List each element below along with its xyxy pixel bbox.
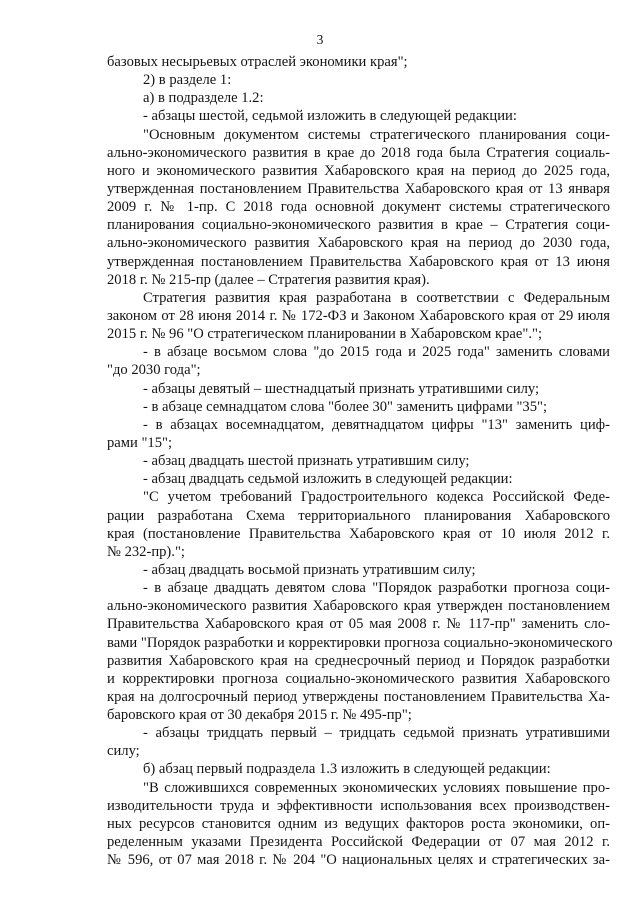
text-line: вами "Порядок разработки и корректировки прогноза социально-экономического: [107, 634, 613, 651]
text-line: б) абзац первый подраздела 1.3 изложить в следующей редакции:: [143, 761, 551, 778]
text-line: "С учетом требований Градостроительного кодекса Российской Феде-: [143, 489, 610, 506]
text-line: края (постановление Правительства Хабаровского края от 10 июля 2012 г.: [107, 525, 610, 542]
text-line: - абзац двадцать восьмой признать утратившим силу;: [143, 561, 476, 578]
text-line: 2) в разделе 1:: [143, 72, 232, 89]
text-line: "Основным документом системы стратегического планирования соци-: [143, 126, 610, 143]
text-line: а) в подразделе 1.2:: [143, 90, 264, 107]
text-line: рации разработана Схема территориального планирования Хабаровского: [107, 507, 610, 524]
text-line: 2009 г. № 1-пр. С 2018 года основной документ системы стратегического: [107, 199, 610, 216]
text-line: изводительности труда и эффективности использования всех производствен-: [107, 797, 610, 814]
text-line: "В сложившихся современных экономических условиях повышение про-: [143, 779, 610, 796]
text-line: - в абзацах восемнадцатом, девятнадцатом цифры "13" заменить циф-: [143, 416, 610, 433]
text-line: силу;: [107, 743, 140, 760]
text-line: базовых несырьевых отраслей экономики края";: [107, 54, 408, 70]
text-line: края на долгосрочный период утверждены постановлением Правительства Ха-: [107, 688, 610, 705]
text-line: - абзацы девятый – шестнадцатый признать утратившими силу;: [143, 380, 540, 397]
text-line: - в абзаце двадцать девятом слова "Порядок разработки прогноза соци-: [143, 580, 610, 597]
text-line: "до 2030 года";: [107, 362, 201, 379]
text-line: - абзац двадцать шестой признать утратившим силу;: [143, 453, 470, 470]
text-line: 2018 г. № 215-пр (далее – Стратегия развития края).: [107, 271, 430, 288]
text-line: ально-экономического развития в крае до 2018 года была Стратегия социаль-: [107, 144, 610, 161]
text-line: утвержденная постановлением Правительства Хабаровского края от 13 июня: [107, 253, 610, 270]
text-line: баровского края от 30 декабря 2015 г. № 495-пр";: [107, 707, 412, 724]
text-line: - в абзаце восьмом слова "до 2015 года и 2025 года" заменить словами: [143, 344, 610, 361]
text-line: утвержденная постановлением Правительства Хабаровского края от 13 января: [107, 180, 610, 197]
page-number: 3: [316, 32, 324, 47]
text-line: - в абзаце семнадцатом слова "более 30" заменить цифрами "35";: [143, 398, 548, 415]
text-line: ально-экономического развития Хабаровского края утвержден постановлением: [107, 598, 610, 615]
text-line: рами "15";: [107, 434, 173, 451]
text-line: планирования социально-экономического развития в крае – Стратегия соци-: [107, 217, 610, 234]
text-line: и корректировки прогноза социально-экономического развития Хабаровского: [107, 670, 610, 687]
text-line: ределенным указами Президента Российской Федерации от 07 мая 2012 г.: [107, 834, 610, 851]
text-line: № 232-пр).";: [107, 543, 185, 560]
text-line: Правительства Хабаровского края от 05 мая 2008 г. № 117-пр" заменить сло-: [107, 616, 610, 633]
text-line: - абзацы тридцать первый – тридцать седьмой признать утратившими: [143, 725, 610, 742]
text-line: 2015 г. № 96 "О стратегическом планировании в Хабаровском крае".";: [107, 326, 543, 343]
text-line: Стратегия развития края разработана в соответствии с Федеральным: [143, 289, 610, 306]
text-line: развития Хабаровского края на среднесрочный период и Порядок разработки: [107, 652, 610, 669]
text-line: ного и экономического развития Хабаровского края на период до 2025 года,: [107, 162, 610, 179]
text-line: законом от 28 июня 2014 г. № 172-ФЗ и Законом Хабаровского края от 29 июля: [107, 307, 610, 324]
text-line: ально-экономического развития Хабаровского края на период до 2030 года,: [107, 235, 610, 252]
text-line: ных ресурсов становится одним из ведущих факторов роста экономики, оп-: [107, 815, 610, 832]
text-line: - абзац двадцать седьмой изложить в следующей редакции:: [143, 471, 513, 488]
document-body: [107, 53, 613, 869]
text-line: № 596, от 07 мая 2018 г. № 204 "О национальных целях и стратегических за-: [107, 852, 610, 869]
text-line: - абзацы шестой, седьмой изложить в следующей редакции:: [143, 108, 517, 125]
